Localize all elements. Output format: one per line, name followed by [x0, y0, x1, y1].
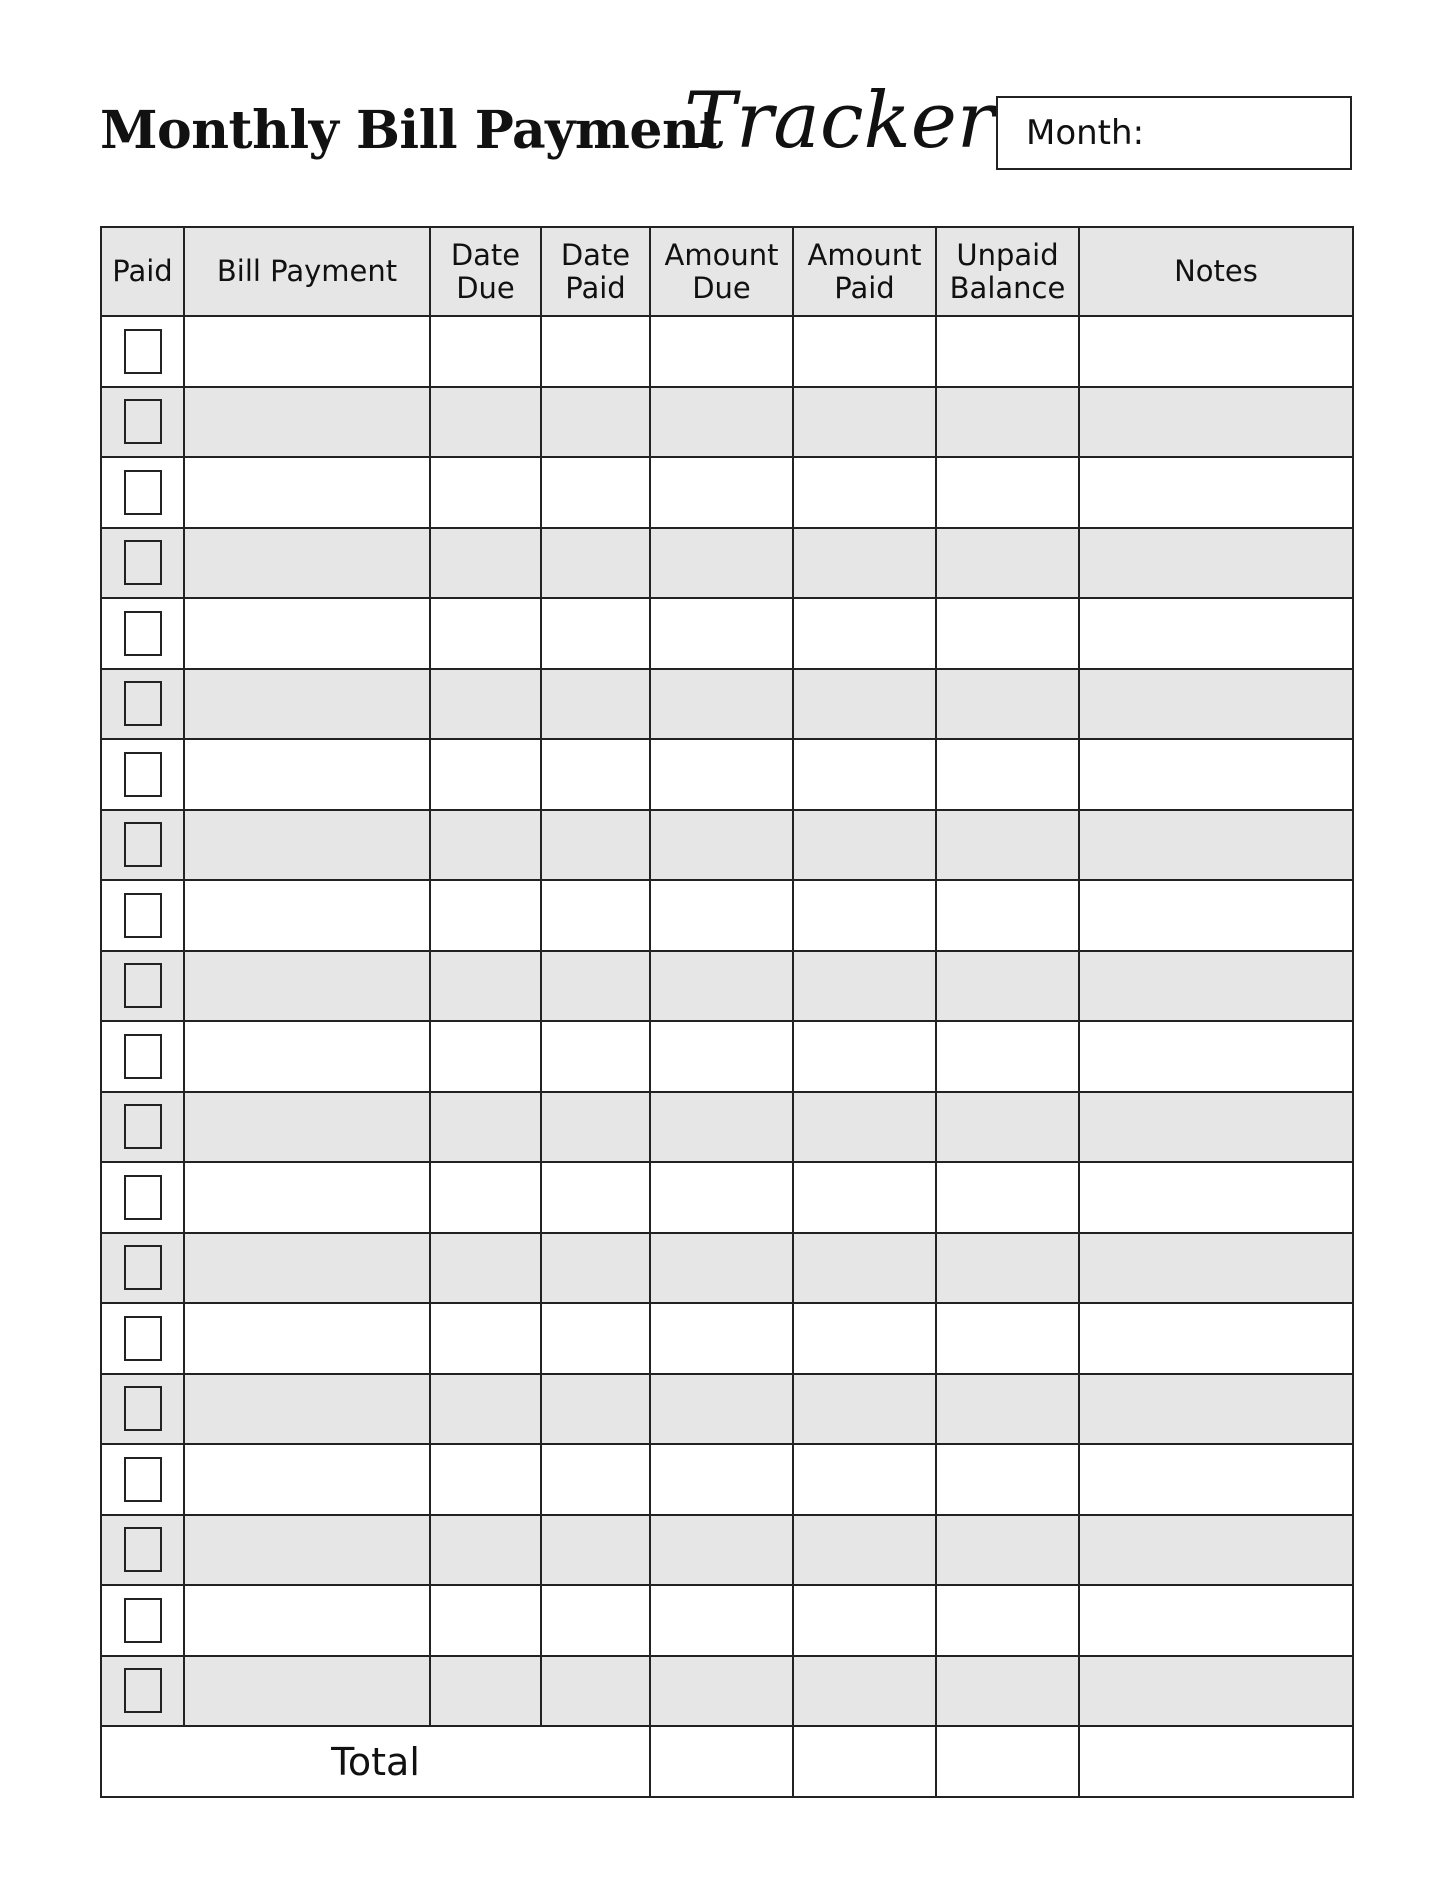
amount-paid-cell[interactable] [793, 1374, 936, 1445]
amount-due-cell[interactable] [650, 1233, 793, 1304]
bill-payment-cell[interactable] [184, 880, 430, 951]
paid-cell [101, 739, 184, 810]
table-row [101, 880, 1353, 951]
total-notes-cell[interactable] [1079, 1726, 1353, 1797]
table-row [101, 457, 1353, 528]
notes-cell[interactable] [1079, 1303, 1353, 1374]
col-header-bill-payment: Bill Payment [184, 227, 430, 316]
notes-cell[interactable] [1079, 457, 1353, 528]
amount-paid-cell[interactable] [793, 1092, 936, 1163]
notes-cell[interactable] [1079, 1585, 1353, 1656]
amount-paid-cell[interactable] [793, 951, 936, 1022]
unpaid-balance-cell[interactable] [936, 1021, 1079, 1092]
date-due-cell[interactable] [430, 810, 541, 881]
bill-payment-cell[interactable] [184, 457, 430, 528]
date-paid-cell[interactable] [541, 528, 650, 599]
amount-paid-cell[interactable] [793, 316, 936, 387]
paid-checkbox[interactable] [124, 1668, 162, 1713]
bill-payment-cell[interactable] [184, 1162, 430, 1233]
amount-paid-cell[interactable] [793, 1444, 936, 1515]
month-field[interactable] [996, 96, 1352, 170]
unpaid-balance-cell[interactable] [936, 880, 1079, 951]
table-row [101, 810, 1353, 881]
paid-cell [101, 528, 184, 599]
amount-paid-cell[interactable] [793, 1656, 936, 1727]
table-row [101, 1233, 1353, 1304]
page-title-script: Tracker [684, 76, 995, 166]
amount-due-cell[interactable] [650, 810, 793, 881]
date-due-cell[interactable] [430, 1162, 541, 1233]
date-paid-cell[interactable] [541, 598, 650, 669]
amount-paid-cell[interactable] [793, 739, 936, 810]
paid-cell [101, 810, 184, 881]
date-due-cell[interactable] [430, 1233, 541, 1304]
notes-cell[interactable] [1079, 880, 1353, 951]
amount-due-cell[interactable] [650, 528, 793, 599]
table-row [101, 387, 1353, 458]
unpaid-balance-cell[interactable] [936, 598, 1079, 669]
unpaid-balance-cell[interactable] [936, 316, 1079, 387]
paid-checkbox[interactable] [124, 1175, 162, 1220]
col-header-paid: Paid [101, 227, 184, 316]
date-due-cell[interactable] [430, 1021, 541, 1092]
paid-cell [101, 1303, 184, 1374]
paid-checkbox[interactable] [124, 611, 162, 656]
bill-payment-cell[interactable] [184, 316, 430, 387]
table-row [101, 1374, 1353, 1445]
paid-checkbox[interactable] [124, 1598, 162, 1643]
amount-due-cell[interactable] [650, 1021, 793, 1092]
notes-cell[interactable] [1079, 387, 1353, 458]
date-due-cell[interactable] [430, 457, 541, 528]
amount-paid-cell[interactable] [793, 1303, 936, 1374]
unpaid-balance-cell[interactable] [936, 669, 1079, 740]
table-row [101, 598, 1353, 669]
paid-checkbox[interactable] [124, 540, 162, 585]
unpaid-balance-cell[interactable] [936, 1233, 1079, 1304]
bill-payment-cell[interactable] [184, 1092, 430, 1163]
table-row [101, 1444, 1353, 1515]
paid-cell [101, 1092, 184, 1163]
notes-cell[interactable] [1079, 1233, 1353, 1304]
col-header-date-due: Date Due [430, 227, 541, 316]
paid-checkbox[interactable] [124, 822, 162, 867]
unpaid-balance-cell[interactable] [936, 810, 1079, 881]
bill-payment-cell[interactable] [184, 1656, 430, 1727]
paid-cell [101, 951, 184, 1022]
date-paid-cell[interactable] [541, 739, 650, 810]
notes-cell[interactable] [1079, 739, 1353, 810]
notes-cell[interactable] [1079, 316, 1353, 387]
notes-cell[interactable] [1079, 598, 1353, 669]
table-row [101, 739, 1353, 810]
col-header-notes: Notes [1079, 227, 1353, 316]
date-paid-cell[interactable] [541, 669, 650, 740]
bill-payment-cell[interactable] [184, 669, 430, 740]
date-paid-cell[interactable] [541, 457, 650, 528]
amount-due-cell[interactable] [650, 598, 793, 669]
date-paid-cell[interactable] [541, 1233, 650, 1304]
amount-paid-cell[interactable] [793, 810, 936, 881]
col-header-amount-due: Amount Due [650, 227, 793, 316]
page-title: Monthly Bill Payment [100, 100, 723, 161]
bill-payment-cell[interactable] [184, 1303, 430, 1374]
date-paid-cell[interactable] [541, 1303, 650, 1374]
amount-due-cell[interactable] [650, 1303, 793, 1374]
unpaid-balance-cell[interactable] [936, 1444, 1079, 1515]
paid-checkbox[interactable] [124, 399, 162, 444]
table-row [101, 1585, 1353, 1656]
paid-cell [101, 1585, 184, 1656]
paid-checkbox[interactable] [124, 470, 162, 515]
paid-checkbox[interactable] [124, 1457, 162, 1502]
unpaid-balance-cell[interactable] [936, 1656, 1079, 1727]
amount-due-cell[interactable] [650, 457, 793, 528]
paid-cell [101, 1374, 184, 1445]
date-paid-cell[interactable] [541, 1585, 650, 1656]
amount-due-cell[interactable] [650, 1585, 793, 1656]
amount-due-cell[interactable] [650, 739, 793, 810]
amount-paid-cell[interactable] [793, 1162, 936, 1233]
date-due-cell[interactable] [430, 528, 541, 599]
col-header-date-paid: Date Paid [541, 227, 650, 316]
unpaid-balance-cell[interactable] [936, 1374, 1079, 1445]
month-label: Month: [1026, 113, 1145, 153]
total-unpaid-balance-cell[interactable] [936, 1726, 1079, 1797]
table-row [101, 1303, 1353, 1374]
table-row [101, 528, 1353, 599]
bill-payment-cell[interactable] [184, 598, 430, 669]
paid-cell [101, 387, 184, 458]
paid-cell [101, 669, 184, 740]
unpaid-balance-cell[interactable] [936, 387, 1079, 458]
amount-paid-cell[interactable] [793, 669, 936, 740]
amount-paid-cell[interactable] [793, 387, 936, 458]
paid-cell [101, 880, 184, 951]
table-row [101, 316, 1353, 387]
date-paid-cell[interactable] [541, 951, 650, 1022]
table-header-row [101, 227, 1353, 316]
amount-due-cell[interactable] [650, 1092, 793, 1163]
bill-payment-cell[interactable] [184, 1233, 430, 1304]
paid-checkbox[interactable] [124, 1034, 162, 1079]
date-due-cell[interactable] [430, 1515, 541, 1586]
total-amount-due-cell[interactable] [650, 1726, 793, 1797]
amount-due-cell[interactable] [650, 1656, 793, 1727]
notes-cell[interactable] [1079, 1444, 1353, 1515]
amount-paid-cell[interactable] [793, 457, 936, 528]
date-paid-cell[interactable] [541, 316, 650, 387]
paid-checkbox[interactable] [124, 752, 162, 797]
amount-due-cell[interactable] [650, 951, 793, 1022]
paid-cell [101, 1515, 184, 1586]
unpaid-balance-cell[interactable] [936, 951, 1079, 1022]
unpaid-balance-cell[interactable] [936, 1092, 1079, 1163]
paid-cell [101, 598, 184, 669]
date-due-cell[interactable] [430, 1444, 541, 1515]
notes-cell[interactable] [1079, 669, 1353, 740]
date-due-cell[interactable] [430, 669, 541, 740]
amount-paid-cell[interactable] [793, 880, 936, 951]
table-row [101, 669, 1353, 740]
table-row [101, 1092, 1353, 1163]
paid-cell [101, 1021, 184, 1092]
amount-due-cell[interactable] [650, 1444, 793, 1515]
date-due-cell[interactable] [430, 1585, 541, 1656]
date-paid-cell[interactable] [541, 1021, 650, 1092]
date-due-cell[interactable] [430, 1092, 541, 1163]
date-paid-cell[interactable] [541, 1162, 650, 1233]
paid-checkbox[interactable] [124, 681, 162, 726]
table-row [101, 1021, 1353, 1092]
unpaid-balance-cell[interactable] [936, 528, 1079, 599]
unpaid-balance-cell[interactable] [936, 457, 1079, 528]
amount-paid-cell[interactable] [793, 1233, 936, 1304]
unpaid-balance-cell[interactable] [936, 1585, 1079, 1656]
date-due-cell[interactable] [430, 1656, 541, 1727]
notes-cell[interactable] [1079, 528, 1353, 599]
amount-due-cell[interactable] [650, 1162, 793, 1233]
amount-paid-cell[interactable] [793, 598, 936, 669]
amount-due-cell[interactable] [650, 880, 793, 951]
date-paid-cell[interactable] [541, 1656, 650, 1727]
paid-cell [101, 457, 184, 528]
paid-checkbox[interactable] [124, 963, 162, 1008]
total-amount-paid-cell[interactable] [793, 1726, 936, 1797]
unpaid-balance-cell[interactable] [936, 739, 1079, 810]
paid-checkbox[interactable] [124, 1386, 162, 1431]
date-due-cell[interactable] [430, 387, 541, 458]
amount-paid-cell[interactable] [793, 528, 936, 599]
notes-cell[interactable] [1079, 1092, 1353, 1163]
amount-due-cell[interactable] [650, 669, 793, 740]
amount-due-cell[interactable] [650, 1515, 793, 1586]
paid-checkbox[interactable] [124, 1245, 162, 1290]
date-due-cell[interactable] [430, 739, 541, 810]
bill-payment-cell[interactable] [184, 1374, 430, 1445]
paid-checkbox[interactable] [124, 893, 162, 938]
paid-checkbox[interactable] [124, 329, 162, 374]
date-paid-cell[interactable] [541, 1515, 650, 1586]
date-paid-cell[interactable] [541, 810, 650, 881]
notes-cell[interactable] [1079, 1656, 1353, 1727]
total-label: Total [101, 1726, 650, 1797]
amount-paid-cell[interactable] [793, 1585, 936, 1656]
paid-checkbox[interactable] [124, 1316, 162, 1361]
bill-payment-cell[interactable] [184, 528, 430, 599]
notes-cell[interactable] [1079, 1021, 1353, 1092]
notes-cell[interactable] [1079, 810, 1353, 881]
bill-payment-cell[interactable] [184, 1021, 430, 1092]
total-row [101, 1726, 1353, 1797]
bill-payment-cell[interactable] [184, 810, 430, 881]
date-paid-cell[interactable] [541, 387, 650, 458]
table-row [101, 1162, 1353, 1233]
paid-cell [101, 316, 184, 387]
notes-cell[interactable] [1079, 1515, 1353, 1586]
unpaid-balance-cell[interactable] [936, 1162, 1079, 1233]
date-paid-cell[interactable] [541, 1374, 650, 1445]
amount-paid-cell[interactable] [793, 1021, 936, 1092]
unpaid-balance-cell[interactable] [936, 1303, 1079, 1374]
col-header-unpaid-balance: Unpaid Balance [936, 227, 1079, 316]
table-row [101, 1515, 1353, 1586]
date-due-cell[interactable] [430, 598, 541, 669]
date-paid-cell[interactable] [541, 1444, 650, 1515]
table-row [101, 1656, 1353, 1727]
bill-payment-cell[interactable] [184, 1585, 430, 1656]
date-paid-cell[interactable] [541, 1092, 650, 1163]
paid-checkbox[interactable] [124, 1104, 162, 1149]
bill-tracker-table [100, 226, 1354, 1798]
paid-checkbox[interactable] [124, 1527, 162, 1572]
date-due-cell[interactable] [430, 880, 541, 951]
notes-cell[interactable] [1079, 951, 1353, 1022]
paid-cell [101, 1233, 184, 1304]
bill-payment-cell[interactable] [184, 951, 430, 1022]
bill-payment-cell[interactable] [184, 387, 430, 458]
date-due-cell[interactable] [430, 1374, 541, 1445]
amount-due-cell[interactable] [650, 1374, 793, 1445]
bill-payment-cell[interactable] [184, 739, 430, 810]
amount-due-cell[interactable] [650, 387, 793, 458]
col-header-amount-paid: Amount Paid [793, 227, 936, 316]
table-row [101, 951, 1353, 1022]
bill-payment-cell[interactable] [184, 1515, 430, 1586]
bill-payment-cell[interactable] [184, 1444, 430, 1515]
paid-cell [101, 1444, 184, 1515]
unpaid-balance-cell[interactable] [936, 1515, 1079, 1586]
notes-cell[interactable] [1079, 1374, 1353, 1445]
date-due-cell[interactable] [430, 1303, 541, 1374]
paid-cell [101, 1162, 184, 1233]
amount-due-cell[interactable] [650, 316, 793, 387]
amount-paid-cell[interactable] [793, 1515, 936, 1586]
date-paid-cell[interactable] [541, 880, 650, 951]
notes-cell[interactable] [1079, 1162, 1353, 1233]
date-due-cell[interactable] [430, 316, 541, 387]
paid-cell [101, 1656, 184, 1727]
date-due-cell[interactable] [430, 951, 541, 1022]
